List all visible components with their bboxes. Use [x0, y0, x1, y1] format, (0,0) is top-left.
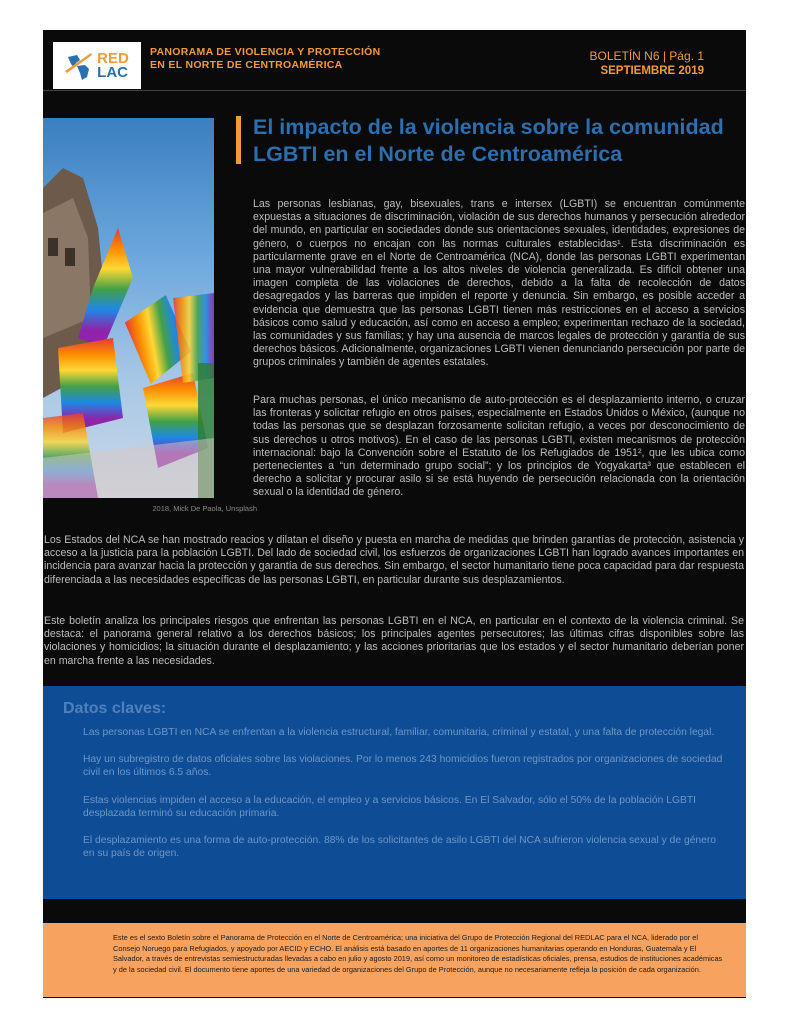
key-facts-heading: Datos claves: [63, 700, 167, 717]
page-header [43, 30, 746, 90]
bulletin-scope-paragraph: Este boletín analiza los principales riesgos que enfrentan las personas LGBTI en el NCA, en particular en el contexto de la violencia criminal. Se destaca: el panorama general relativo a los derechos básicos; los principales agentes persecutores; las últimas cifras disponibles sobre las violaciones y homicidios; la situación durante el desplazamiento; y las acciones prioritarias que los estados y el sector humanitario deberían poner en marcha frente a las necesidades. [44, 615, 744, 667]
logo-lac-text: LAC [97, 63, 128, 81]
intro-paragraph: Las personas lesbianas, gay, bisexuales, trans e intersex (LGBTI) se encuentran comúnmente expuestas a situaciones de discriminación, violación de sus derechos humanos y persecución alrededor del mundo, en particular en sociedades donde sus orientaciones sexuales, identidades, expresiones de género, o cuerpos no encajan con las normas culturales establecidas¹. Esta discriminación es particularmente grave en el Norte de Centroamérica (NCA), donde las personas LGBTI experimentan una mayor vulnerabilidad frente a los altos niveles de violencia generalizada. Es difícil obtener una imagen completa de las violaciones de derechos, debido a la falta de recolección de datos desagregados y las barreras que impiden el reporte y denuncia. Sin embargo, es posible acceder a evidencia que demuestra que las personas LGBTI tienen más restricciones en el acceso a servicios básicos como salud y educación, así como en acceso a empleo; experimentan rechazo de la sociedad, las comunidades y sus familias; y hay una ausencia de marcos legales de protección y garantía de sus derechos básicos. Adicionalmente, organizaciones LGBTI vienen denunciando persecución por parte de grupos criminales y también de agentes estatales. [253, 198, 745, 369]
article-title [253, 114, 743, 168]
key-fact-item: Hay un subregistro de datos oficiales sobre las violaciones. Por lo menos 243 homicidios fueron registrados por organizaciones de sociedad civil en los últimos 6.5 años. [83, 754, 723, 779]
map-icon [65, 51, 93, 81]
displacement-paragraph: Para muchas personas, el único mecanismo de auto-protección es el desplazamiento interno, o cruzar las fronteras y solicitar refugio en otros países, especialmente en Estados Unidos o México, (aunque no todas las personas que se desplazan forzosamente solicitan refugio, a veces por desconocimiento de sus derechos u otros motivos). En el caso de las personas LGBTI, existen mecanismos de protección internacional: bajo la Convención sobre el Estatuto de los Refugiados de 1951², que les ubica como pertenecientes a “un determinado grupo social”; y los principios de Yogyakarta³ que establecen el derecho a solicitar y procurar asilo si se está huyendo de persecución relacionada con la orientación sexual o la identidad de género. [253, 394, 745, 499]
article-title-line1: El impacto de la violencia sobre la comunidad [253, 115, 724, 139]
article-title-line2: LGBTI en el Norte de Centroamérica [253, 142, 623, 166]
publication-title [150, 46, 381, 72]
key-fact-item: El desplazamiento es una forma de auto-protección. 88% de los solicitantes de asilo LGBTI del NCA sufrieron violencia sexual y de género en su país de origen. [83, 835, 717, 860]
footer-note [43, 923, 746, 997]
key-facts-list [83, 726, 729, 874]
publication-title-line1: PANORAMA DE VIOLENCIA Y PROTECCIÓN [150, 46, 381, 58]
logo-red-text: RED [97, 49, 129, 67]
title-accent-bar [236, 116, 241, 164]
key-fact-item: Las personas LGBTI en NCA se enfrentan a la violencia estructural, familiar, comunitaria, criminal y estatal, y una falta de protección legal. [83, 727, 715, 738]
publication-title-line2: EN EL NORTE DE CENTROAMÉRICA [150, 59, 343, 71]
header-divider [43, 90, 746, 91]
key-facts-box [43, 686, 746, 899]
bulletin-number: BOLETÍN N6 | Pág. 1 [589, 49, 704, 63]
photo-credit: 2018, Mick De Paola, Unsplash [152, 504, 257, 513]
footer-text: Este es el sexto Boletín sobre el Panorama de Protección en el Norte de Centroamérica; una iniciativa del Grupo de Protección Regional del REDLAC para el NCA, liderado por el Consejo Noruego para Refugiados, y apoyado por AECID y ECHO. El análisis está basado en aportes de 11 organizaciones humanitarias operando en Honduras, Guatemala y El Salvador, a través de entrevistas semiestructuradas llevadas a cabo en julio y agosto 2019, así como un monitoreo de estadísticas oficiales, prensa, estudios de instituciones académicas y de la sociedad civil. El documento tiene aportes de una variedad de organizaciones del Grupo de Protección, aunque no necesariamente refleja la posición de cada organización. [113, 933, 723, 974]
key-fact-item: Estas violencias impiden el acceso a la educación, el empleo y a servicios básicos. En El Salvador, sólo el 50% de la población LGBTI desplazada terminó su educación primaria. [83, 794, 696, 819]
bulletin-info [590, 49, 705, 79]
redlac-logo [53, 42, 141, 89]
pride-flags-photo [43, 118, 214, 498]
bulletin-page [43, 30, 746, 998]
states-paragraph: Los Estados del NCA se han mostrado reacios y dilatan el diseño y puesta en marcha de medidas que brinden garantías de protección, asistencia y acceso a la justicia para la población LGBTI. Del lado de sociedad civil, los esfuerzos de organizaciones LGBTI han logrado avances importantes en incidencia para avanzar hacia la protección y garantía de sus derechos. Sin embargo, el sector humanitario tiene poca capacidad para dar respuesta diferenciada a las necesidades específicas de las personas LGBTI, en particular durante sus desplazamientos. [44, 534, 744, 586]
bulletin-date: SEPTIEMBRE 2019 [600, 65, 704, 77]
